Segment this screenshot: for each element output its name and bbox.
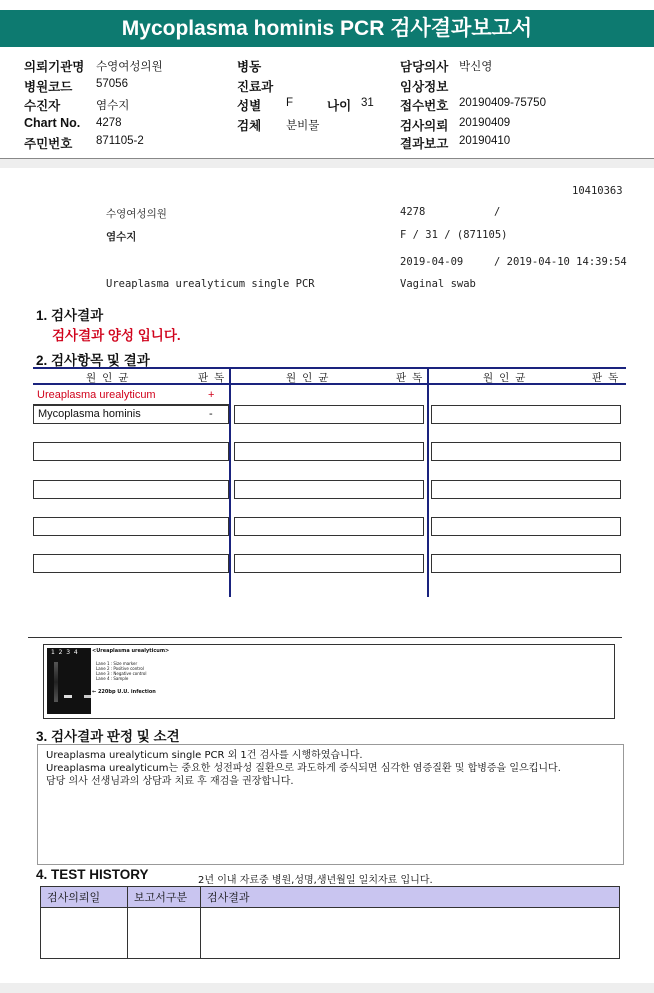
- gel-band-label: ← 220bp U.U. infection: [92, 689, 156, 695]
- section4-title: 4. TEST HISTORY: [36, 867, 149, 882]
- result-row-empty: [234, 517, 424, 536]
- result-row-empty: [431, 480, 621, 499]
- header-label: 나이: [327, 99, 352, 113]
- gel-legend-item: Lane 1 : Size marker: [96, 661, 138, 666]
- result-row: [33, 387, 229, 405]
- result-row-empty: [33, 517, 229, 536]
- result-row-empty: [234, 442, 424, 461]
- report-date-received: 2019-04-09: [400, 256, 464, 268]
- history-table: [40, 886, 620, 959]
- header-label: 담당의사: [400, 60, 449, 74]
- report-chart: 4278: [400, 206, 426, 218]
- gel-band: [84, 695, 91, 698]
- history-cell: [41, 908, 128, 959]
- header-value: 57056: [96, 78, 128, 90]
- result-row: [33, 405, 229, 424]
- result-row-empty: [431, 554, 621, 573]
- divider: [28, 637, 622, 638]
- header-label: Chart No.: [24, 116, 81, 130]
- header-label: 결과보고: [400, 137, 449, 151]
- report-patient: 염수지: [106, 231, 137, 243]
- organism-result: +: [208, 389, 215, 401]
- header-label: 접수번호: [400, 99, 449, 113]
- section1-result: 검사결과 양성 입니다.: [52, 328, 181, 343]
- col-organism-1: 원인균: [86, 372, 135, 384]
- header-label: 진료과: [237, 80, 274, 94]
- section4-note: 2년 이내 자료중 병원,성명,생년월일 일치자료 입니다.: [198, 875, 433, 886]
- history-col-result: 검사결과: [201, 887, 620, 908]
- opinion-box: [37, 744, 624, 865]
- result-row-empty: [234, 480, 424, 499]
- section3-title: 3. 검사결과 판정 및 소견: [36, 729, 180, 744]
- header-label: 주민번호: [24, 137, 73, 151]
- section2-title: 2. 검사항목 및 결과: [36, 353, 150, 368]
- header-value: F: [286, 97, 294, 109]
- history-cell: [128, 908, 201, 959]
- organism-result: -: [209, 408, 213, 420]
- result-row-empty: [33, 442, 229, 461]
- gel-legend-item: Lane 3 : Negative control: [96, 671, 147, 676]
- col-organism-2: 원인균: [286, 372, 335, 384]
- opinion-line: Ureaplasma urealyticum single PCR 외 1건 검사를 시행하였습니다.: [46, 750, 363, 761]
- header-value: 871105-2: [96, 135, 144, 147]
- report-code: 10410363: [572, 185, 623, 197]
- header-label: 병동: [237, 60, 262, 74]
- gel-marker-lane: [54, 662, 58, 702]
- gel-image: [47, 648, 91, 714]
- col-judge-2: 판독: [396, 372, 429, 384]
- result-row-empty: [431, 517, 621, 536]
- header-value: 수영여성의원: [96, 61, 163, 73]
- header-label: 병원코드: [24, 80, 73, 94]
- gel-caption-title: <Ureaplasma urealyticum>: [92, 648, 170, 654]
- header-value: 20190409: [459, 117, 511, 129]
- column-divider: [427, 367, 429, 597]
- divider-band: [0, 159, 654, 168]
- opinion-line: 담당 의사 선생님과의 상담과 치료 후 재검을 권장합니다.: [46, 776, 294, 787]
- section1-title: 1. 검사결과: [36, 308, 104, 323]
- result-row-empty: [33, 480, 229, 499]
- history-col-date: 검사의뢰일: [41, 887, 128, 908]
- opinion-line: Ureaplasma urealyticum는 중요한 성전파성 질환으로 과도하게 증식되면 심각한 염증질환 및 합병증을 일으킵니다.: [46, 763, 561, 774]
- header-value: 20190410: [459, 135, 511, 147]
- result-row-empty: [431, 405, 621, 424]
- report-chart-slash: /: [494, 206, 501, 218]
- header-value: 4278: [96, 117, 122, 129]
- result-row-empty: [431, 442, 621, 461]
- gel-legend: [96, 661, 146, 681]
- col-judge-1: 판독: [198, 372, 231, 384]
- header-value: 염수지: [96, 100, 130, 112]
- organism-name: Ureaplasma urealyticum: [37, 389, 156, 401]
- history-empty-row: [41, 908, 620, 959]
- gel-band-label-text: 220bp U.U. infection: [97, 689, 156, 695]
- header-label: 검체: [237, 119, 262, 133]
- gel-legend-item: Lane 2 : Positive control: [96, 666, 144, 671]
- results-table-top: [33, 367, 626, 369]
- report-clinic: 수영여성의원: [106, 208, 167, 220]
- header-label: 검사의뢰: [400, 119, 449, 133]
- gel-lane-numbers: 1 2 3 4: [51, 649, 78, 656]
- report-date-reported: / 2019-04-10 14:39:54: [494, 256, 627, 268]
- column-divider: [229, 367, 231, 597]
- header-value: 분비물: [286, 120, 320, 132]
- report-specimen: Vaginal swab: [400, 278, 476, 290]
- col-organism-3: 원인균: [483, 372, 532, 384]
- history-cell: [201, 908, 620, 959]
- gel-image-box: [43, 644, 615, 719]
- header-value: 31: [361, 97, 374, 109]
- history-header-row: [41, 887, 620, 908]
- gel-band: [64, 695, 72, 698]
- header-label: 임상정보: [400, 80, 449, 94]
- col-judge-3: 판독: [592, 372, 625, 384]
- result-row-empty: [33, 554, 229, 573]
- organism-name: Mycoplasma hominis: [38, 408, 141, 420]
- gel-legend-item: Lane 4 : Sample: [96, 676, 129, 681]
- footer-band: [0, 983, 654, 993]
- header-label: 성별: [237, 99, 262, 113]
- header-value: 20190409-75750: [459, 97, 546, 109]
- report-title: Mycoplasma hominis PCR 검사결과보고서: [0, 10, 654, 47]
- result-row-empty: [234, 554, 424, 573]
- report-test-name: Ureaplasma urealyticum single PCR: [106, 278, 315, 290]
- history-col-type: 보고서구분: [128, 887, 201, 908]
- header-value: 박신영: [459, 61, 493, 73]
- result-row-empty: [234, 405, 424, 424]
- report-sex-age: F / 31 / (871105): [400, 229, 508, 241]
- header-label: 의뢰기관명: [24, 60, 85, 74]
- header-label: 수진자: [24, 99, 61, 113]
